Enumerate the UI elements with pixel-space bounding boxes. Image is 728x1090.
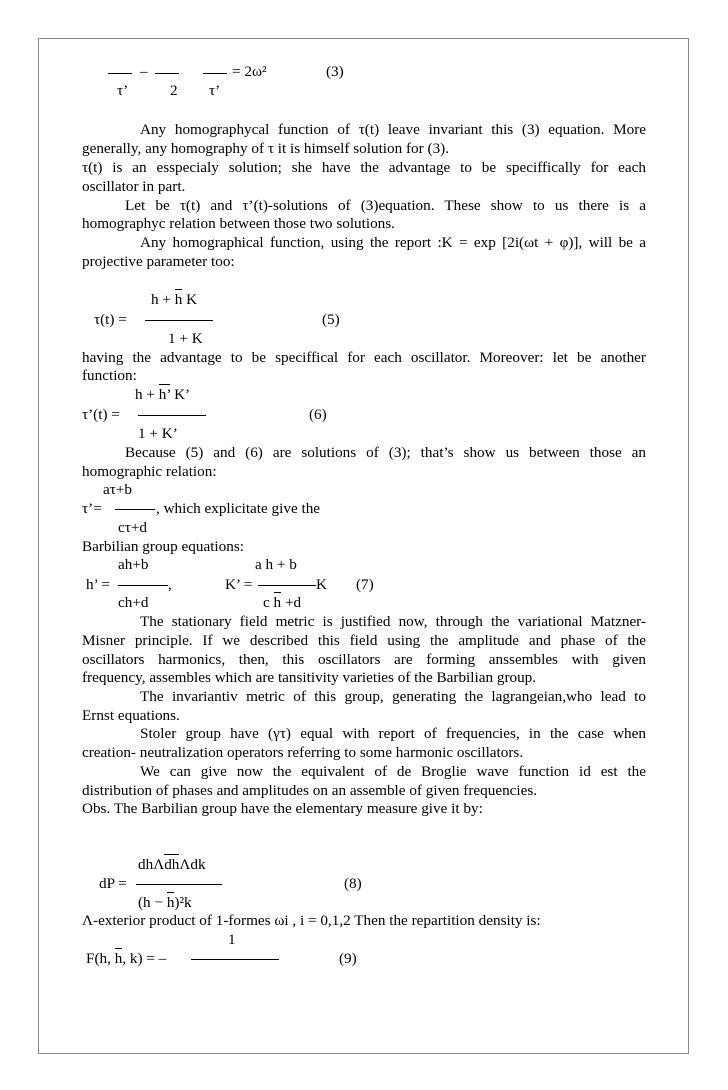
text-line: Obs. The Barbilian group have the elementary measure give it by: [82,800,483,817]
overline-h-prime: h’ [158,386,171,403]
eq7-k-numerator: a h + b [255,556,297,573]
eq6-lhs: τ’(t) = [82,406,120,423]
text-line: Let be τ(t) and τ’(t)-solutions of (3)equation. These show to us there is a [125,197,646,214]
fraction-bar [258,585,316,586]
eq7-k-lhs: K’ = [225,576,253,593]
text-line: homographic relation: [82,463,217,480]
text-line: The invariantiv metric of this group, generating the lagrangeian,who lead to [140,688,646,705]
text-line: oscillator in part. [82,178,186,195]
eq7-h-denominator: ch+d [118,594,149,611]
text-line: Misner principle. If we described this field using the amplitude and phase of the [82,632,646,649]
overline-h: h [273,594,282,611]
text-line: Barbilian group equations: [82,538,244,555]
eq3-rhs: = 2ω² [232,63,267,80]
eq5-numerator: h + h K [151,291,198,308]
fraction-bar [115,509,155,510]
equation-number-7: (7) [356,576,374,593]
overline-h: h [174,291,183,308]
eq6-denominator: 1 + K’ [138,425,178,442]
text-line: Stoler group have (γτ) equal with report of frequencies, in the case when [140,725,646,742]
text-line: creation- neutralization operators referring to some harmonic oscillators. [82,744,524,761]
text-line: τ(t) is an esspecialy solution; she have the advantage to be speciffically for each [82,159,646,176]
text-line: Any homographical function, using the report :K = exp [2i(ωt + φ)], will be a [140,234,646,251]
text-line: distribution of phases and amplitudes on an assemble of given frequencies. [82,782,538,799]
eq8-numerator: dhΛ dhΛdk [138,856,206,873]
eq7-h-lhs: h’ = [86,576,110,593]
fraction-bar [108,73,132,74]
fraction-bar [155,73,179,74]
fraction-bar [191,959,279,960]
text-line: We can give now the equivalent of de Broglie wave function id est the [140,763,646,780]
text-line: Ernst equations. [82,707,180,724]
text-line: frequency, assembles which are tansitivity varieties of the Barbilian group. [82,669,537,686]
eq-tau-denominator: cτ+d [118,519,148,536]
text-line: homographyc relation between those two solutions. [82,215,395,232]
eq-tau-numerator: aτ+b [103,481,133,498]
text-line: function: [82,367,137,384]
fraction-bar [203,73,227,74]
eq6-numerator: h + h’ K’ [135,386,191,403]
equation-number-3: (3) [326,63,344,80]
fraction-bar [118,585,168,586]
text-line: Because (5) and (6) are solutions of (3); that’s show us between those an [125,444,646,461]
text-line: Any homographycal function of τ(t) leave invariant this (3) equation. More [140,121,646,138]
eq8-lhs: dP = [99,875,127,892]
text-line: having the advantage to be speciffical for each oscillator. Moreover: let be another [82,349,646,366]
eq7-h-comma: , [168,576,172,593]
eq8-denominator: (h − h)²k [138,894,192,911]
eq7-k-denominator: c h +d [263,594,302,611]
equation-number-9: (9) [339,950,357,967]
fraction-bar [136,884,222,885]
paper-page [38,38,689,1054]
eq5-lhs: τ(t) = [94,311,127,328]
eq7-k-tail: K [316,576,327,593]
text-line: Λ-exterior product of 1-formes ωi , i = 0,1,2 Then the repartition density is: [82,912,541,929]
equation-number-6: (6) [309,406,327,423]
equation-number-5: (5) [322,311,340,328]
overline-h: h [114,950,123,967]
equation-number-8: (8) [344,875,362,892]
fraction-bar [145,320,213,321]
overline-dh: dh [164,856,180,873]
eq-tau-tail: , which explicitate give the [156,500,321,517]
eq9-lhs: F(h, h, k) = – [86,950,167,967]
overline-h: h [166,894,175,911]
minus-sign: – [140,63,148,80]
eq-tau-lhs: τ’= [82,500,102,517]
eq3-denominator-tau: τ’ [117,82,129,99]
text-line: generally, any homography of τ it is himself solution for (3). [82,140,450,157]
eq3-denominator-two: 2 [170,82,178,99]
text-line: The stationary field metric is justified now, through the variational Matzner- [140,613,646,630]
eq5-denominator: 1 + K [168,330,203,347]
eq9-numerator: 1 [228,931,236,948]
eq3-denominator-tau: τ’ [209,82,221,99]
text-line: oscillators harmonics, then, this oscillators are forming anssembles with given [82,651,646,668]
text-line: projective parameter too: [82,253,235,270]
fraction-bar [138,415,206,416]
eq7-h-numerator: ah+b [118,556,149,573]
